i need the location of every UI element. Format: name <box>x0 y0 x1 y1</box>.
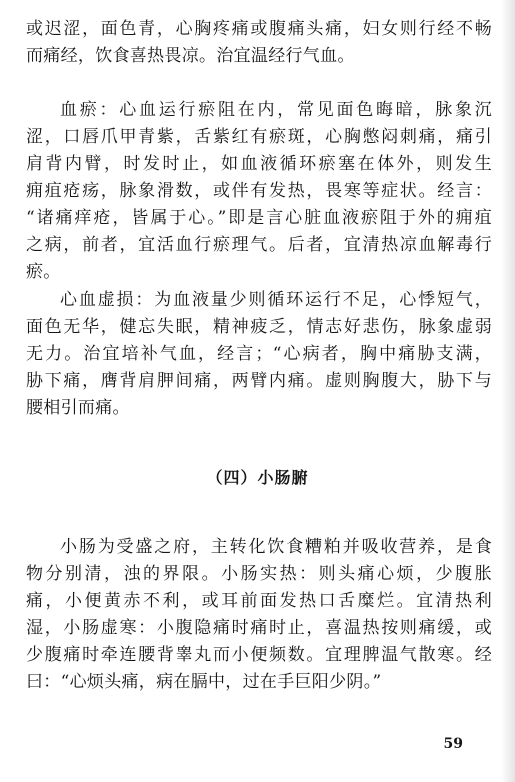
text-line: 血瘀：心血运行瘀阻在内，常见面色晦暗，脉象沉 <box>60 100 492 120</box>
text-line: 肩背内臂，时发时止，如血液循环瘀塞在体外，则发生 <box>26 154 492 174</box>
paragraph-blood-stasis <box>26 97 492 286</box>
text-line: 瘀。 <box>26 262 61 282</box>
text-line: 曰：“心烦头痛，病在膈中，过在手巨阳少阴。” <box>26 672 382 692</box>
section-heading: （四）小肠腑 <box>206 468 309 487</box>
text-line: “诸痛痒疮，皆属于心。”即是言心脏血液瘀阻于外的痈疽 <box>26 208 492 228</box>
text-line: 或迟涩，面色青，心胸疼痛或腹痛头痛，妇女则行经不畅 <box>26 19 492 39</box>
text-line: 痛，小便黄赤不利，或耳前面发热口舌糜烂。宜清热利 <box>26 591 492 611</box>
text-line: 之病，前者，宜活血行瘀理气。后者，宜清热凉血解毒行 <box>26 235 492 255</box>
text-line: 心血虚损：为血液量少则循环运行不足，心悸短气， <box>60 290 492 310</box>
paragraph-cold-blood-continued <box>26 16 492 70</box>
paragraph-small-intestine <box>26 534 492 696</box>
text-line: 无力。治宜培补气血，经言；“心病者，胸中痛胁支满， <box>26 344 492 364</box>
page-number: 59 <box>443 736 463 752</box>
text-line: 腰相引而痛。 <box>26 398 130 418</box>
text-line: 少腹痛时牵连腰背睾丸而小便频数。宜理脾温气散寒。经 <box>26 645 492 665</box>
text-line: 胁下痛，膺背肩胛间痛，两臂内痛。虚则胸腹大，胁下与 <box>26 371 492 391</box>
paragraph-heart-blood-deficiency <box>26 287 492 422</box>
page-edge-shadow <box>501 0 515 782</box>
text-line: 面色无华，健忘失眠，精神疲乏，情志好悲伤，脉象虚弱 <box>26 317 492 337</box>
text-line: 湿，小肠虚寒：小腹隐痛时痛时止，喜温热按则痛缓，或 <box>26 618 492 638</box>
text-line: 而痛经，饮食喜热畏凉。治宜温经行气血。 <box>26 46 355 66</box>
text-line: 物分别清，浊的界限。小肠实热：则头痛心烦，少腹胀 <box>26 564 492 584</box>
text-line: 涩，口唇爪甲青紫，舌紫红有瘀斑，心胸憋闷刺痛，痛引 <box>26 127 492 147</box>
text-line: 小肠为受盛之府，主转化饮食糟粕并吸收营养，是食 <box>60 537 492 557</box>
text-line: 痈疽疮疡，脉象滑数，或伴有发热，畏寒等症状。经言： <box>26 181 492 201</box>
